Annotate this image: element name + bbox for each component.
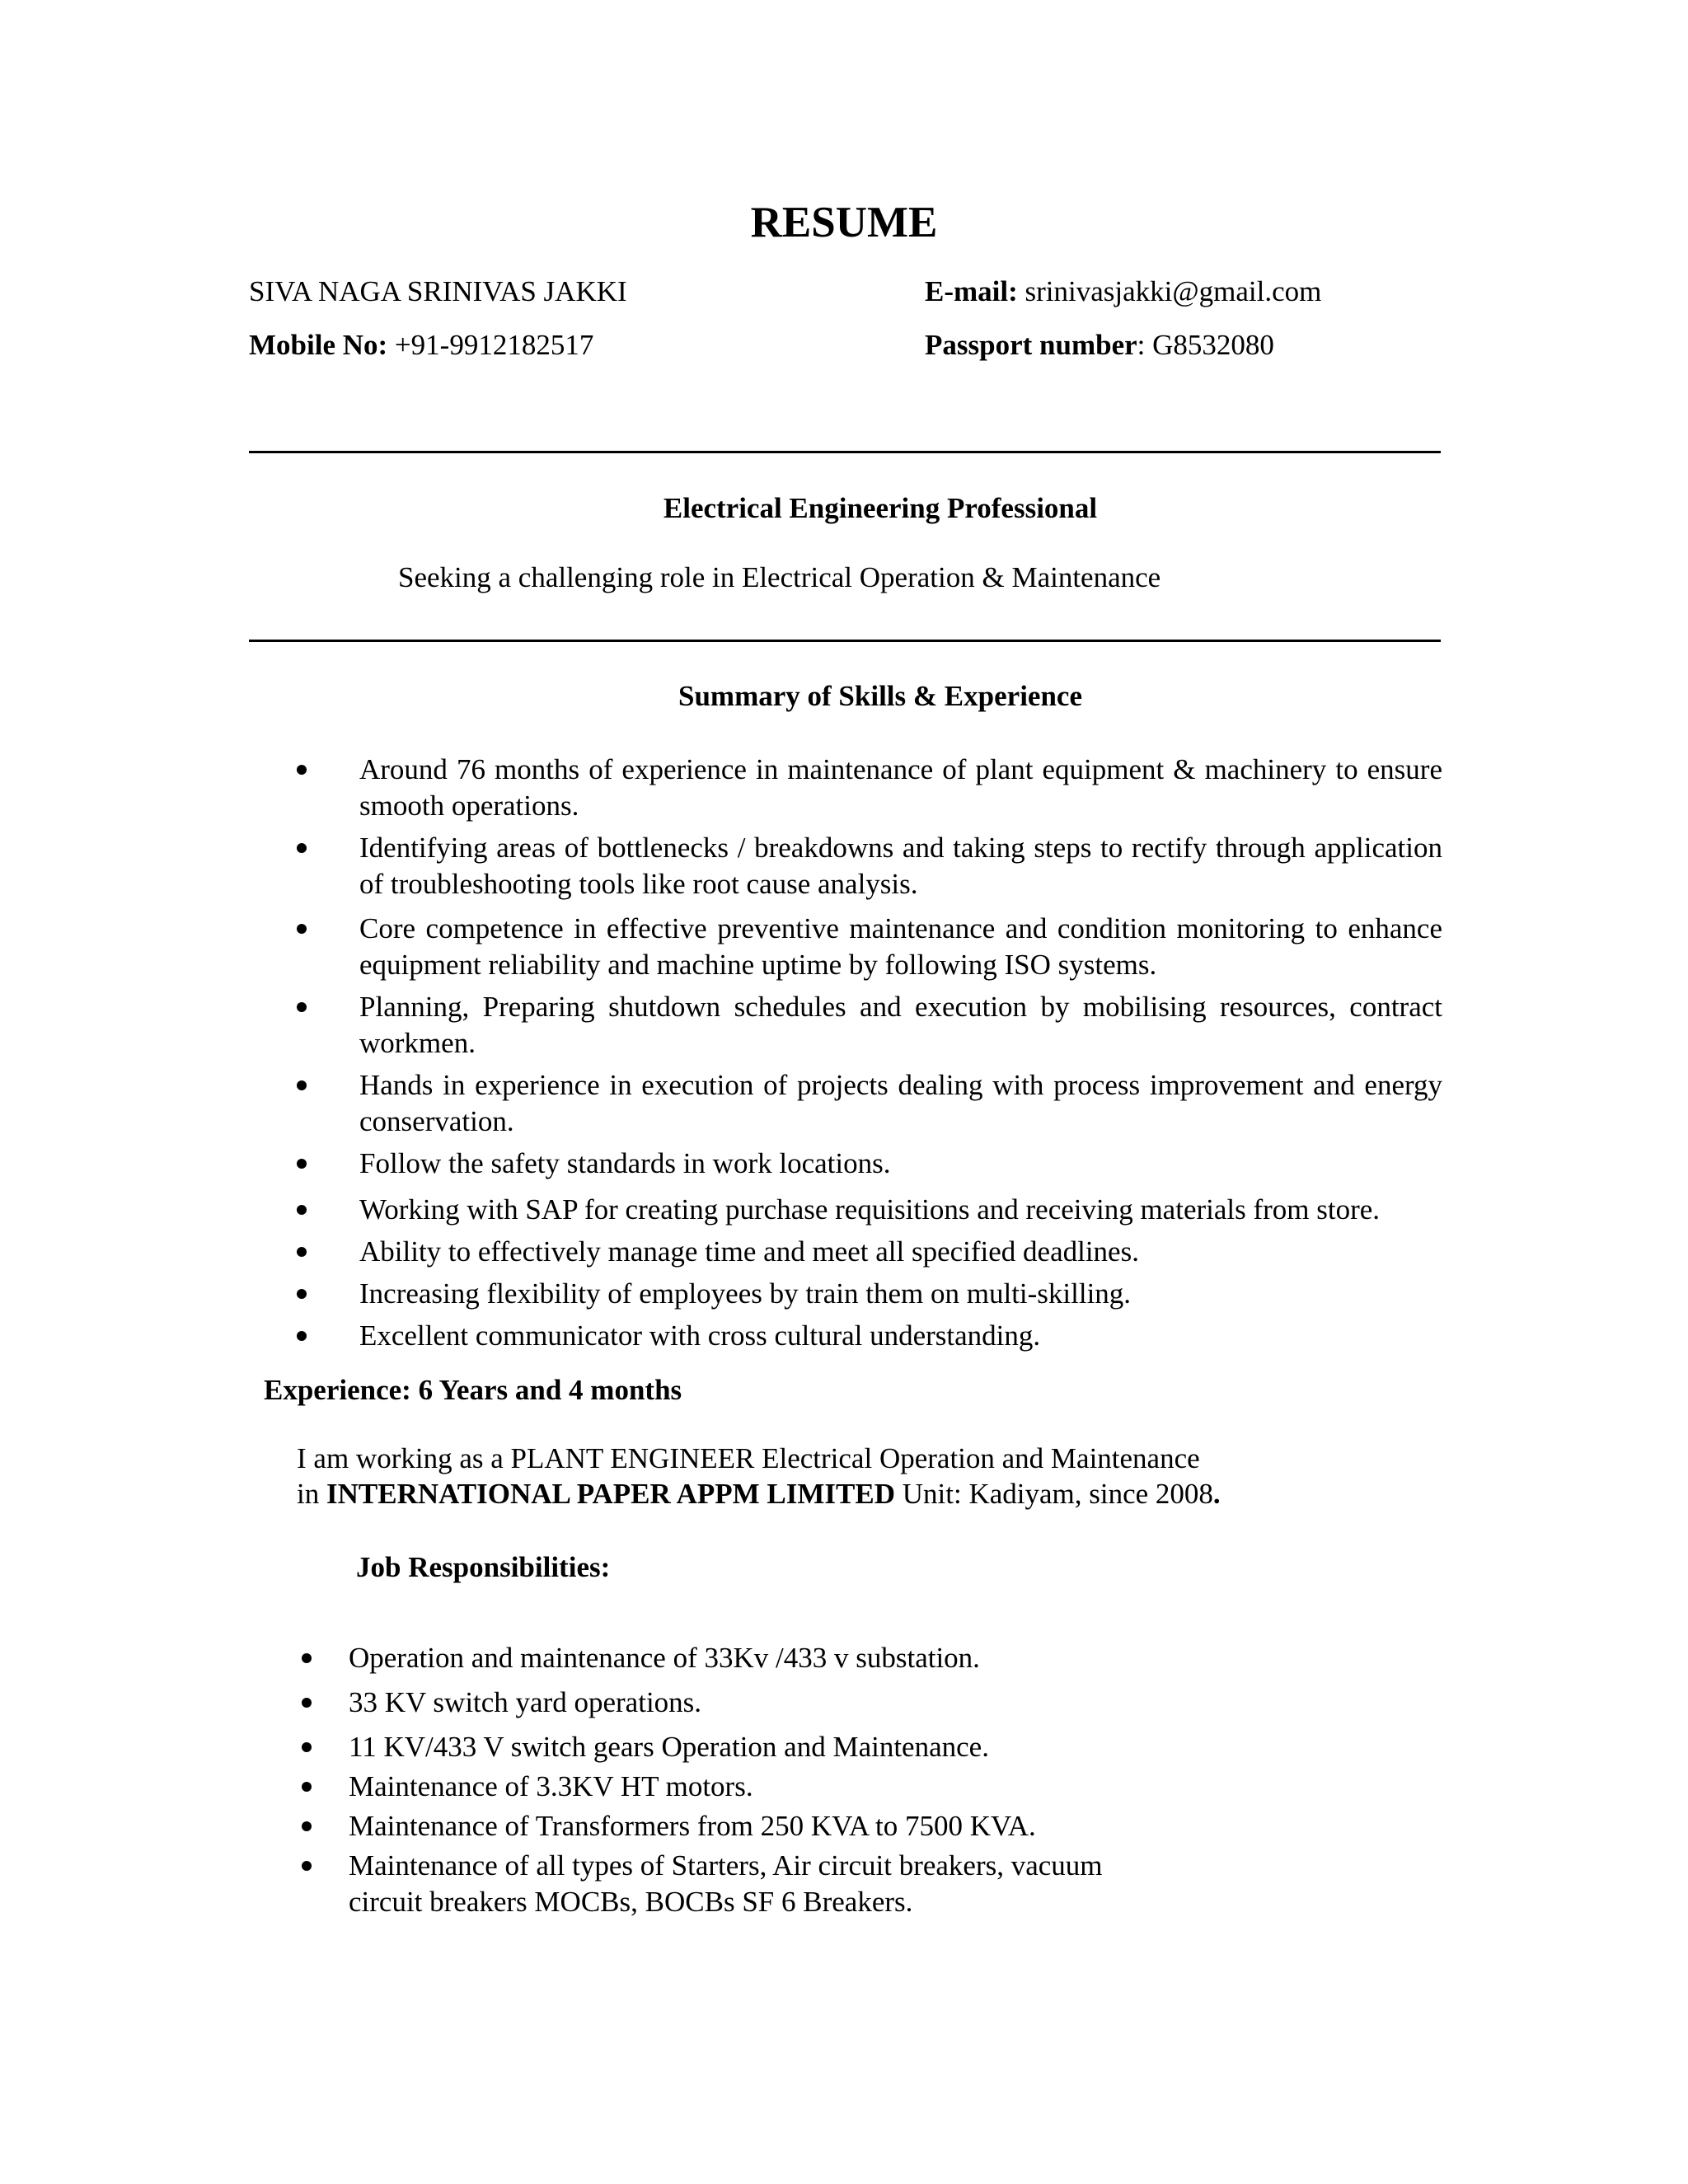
list-item: 11 KV/433 V switch gears Operation and Maintenance. [297,1729,1442,1765]
bullet-icon [302,1861,312,1871]
mobile-label: Mobile No: [249,329,388,361]
document-title: RESUME [750,199,938,246]
email-line [925,274,1321,310]
bullet-icon [297,1002,307,1012]
passport-value: G8532080 [1152,329,1274,361]
bullet-icon [302,1821,312,1831]
bullet-icon [297,1331,307,1341]
list-item: Working with SAP for creating purchase requisitions and receiving materials from store. [297,1192,1442,1228]
list-item: Core competence in effective preventive maintenance and condition monitoring to enhance equipment reliability and machine uptime by following ISO systems. [297,911,1442,983]
bullet-icon [297,1205,307,1215]
summary-heading: Summary of Skills & Experience [678,680,1082,712]
passport-label: Passport number [925,329,1137,361]
list-item: Maintenance of Transformers from 250 KVA to 7500 KVA. [297,1808,1442,1844]
company-name: INTERNATIONAL PAPER APPM LIMITED [326,1478,895,1510]
bullet-icon [302,1742,312,1752]
list-item: Planning, Preparing shutdown schedules and execution by mobilising resources, contract workmen. [297,989,1442,1062]
experience-line-2: in INTERNATIONAL PAPER APPM LIMITED Unit: Kadiyam, since 2008. [297,1478,1221,1510]
job-list [297,1640,1442,1929]
bullet-icon [297,924,307,934]
bullet-icon [297,1159,307,1169]
list-item: Ability to effectively manage time and meet all specified deadlines. [297,1234,1442,1270]
bullet-icon [297,1289,307,1299]
list-item: 33 KV switch yard operations. [297,1685,1442,1721]
list-item: Operation and maintenance of 33Kv /433 v substation. [297,1640,1442,1676]
list-item: Increasing flexibility of employees by train them on multi-skilling. [297,1276,1442,1312]
divider-top [249,451,1441,453]
list-item: Maintenance of 3.3KV HT motors. [297,1769,1442,1805]
list-item: Maintenance of all types of Starters, Air circuit breakers, vacuum circuit breakers MOCBs, BOCBs SF 6 Breakers. [297,1848,1173,1920]
bullet-icon [302,1698,312,1708]
passport-separator: : [1137,329,1146,361]
list-item: Follow the safety standards in work locations. [297,1146,1442,1182]
list-item: Around 76 months of experience in maintenance of plant equipment & machinery to ensure smooth operations. [297,752,1442,824]
bullet-icon [297,843,307,853]
skills-list [297,752,1442,1360]
candidate-name: SIVA NAGA SRINIVAS JAKKI [249,275,627,307]
email-label: E-mail: [925,275,1018,307]
email-value: srinivasjakki@gmail.com [1025,275,1322,307]
experience-heading: Experience: 6 Years and 4 months [264,1374,682,1406]
mobile-value: +91-9912182517 [394,329,594,361]
divider-bottom [249,640,1441,642]
list-item: Hands in experience in execution of projects dealing with process improvement and energy conservation. [297,1067,1442,1140]
list-item: Identifying areas of bottlenecks / breakdowns and taking steps to rectify through application of troubleshooting tools like root cause analysis. [297,830,1442,902]
profile-heading: Electrical Engineering Professional [663,492,1098,524]
mobile-line [249,327,593,363]
passport-line [925,327,1274,363]
job-responsibilities-heading: Job Responsibilities: [356,1551,611,1583]
bullet-icon [302,1782,312,1792]
bullet-icon [297,1080,307,1090]
bullet-icon [302,1653,312,1663]
list-item: Excellent communicator with cross cultural understanding. [297,1318,1442,1354]
experience-line-1: I am working as a PLANT ENGINEER Electrical Operation and Maintenance [297,1442,1200,1474]
bullet-icon [297,765,307,775]
objective-text: Seeking a challenging role in Electrical Operation & Maintenance [398,561,1161,593]
bullet-icon [297,1247,307,1257]
